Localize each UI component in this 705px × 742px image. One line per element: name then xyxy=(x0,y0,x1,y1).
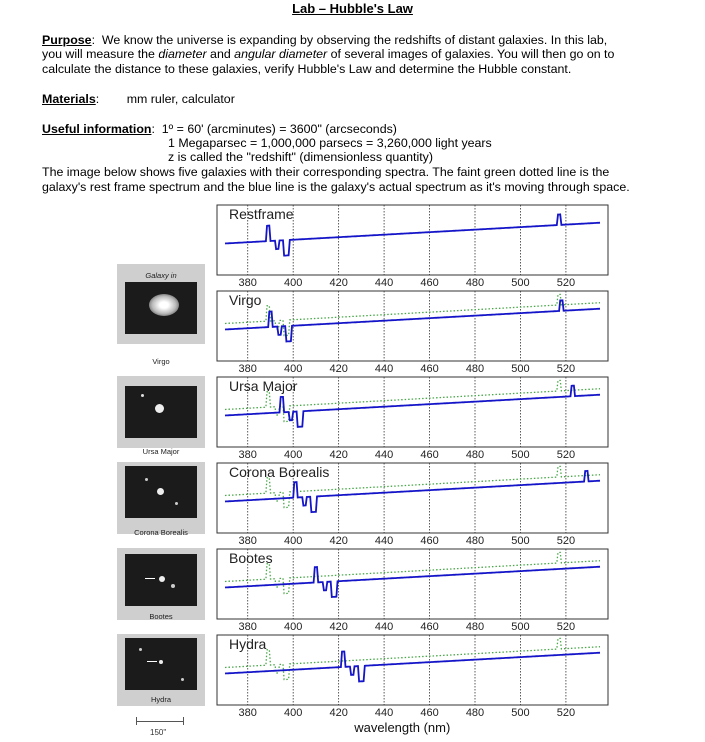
tick-label: 400 xyxy=(284,707,303,719)
tick-label: 440 xyxy=(374,621,394,633)
purpose-label: Purpose xyxy=(42,33,92,47)
tick-label: 380 xyxy=(238,707,257,719)
useful-line-3: z is called the "redshift" (dimensionless quantity) xyxy=(168,150,433,164)
tick-label: 440 xyxy=(374,535,394,547)
tick-label: 500 xyxy=(511,277,530,289)
galaxy-image-ursa-major: Ursa Major xyxy=(117,376,205,448)
tick-label: 520 xyxy=(556,363,576,375)
tick-label: 400 xyxy=(284,621,303,633)
tick-label: 380 xyxy=(238,535,257,547)
tick-label: 460 xyxy=(420,535,439,547)
tick-label: 520 xyxy=(556,449,576,461)
tick-label: 420 xyxy=(329,535,348,547)
panel-label-virgo: Virgo xyxy=(229,292,262,308)
tick-label: 520 xyxy=(556,277,576,289)
tick-label: 480 xyxy=(465,277,485,289)
purpose-line-3: calculate the distance to these galaxies, verify Hubble's Law and determine the Hubble constant. xyxy=(42,62,572,76)
panel-label-restframe: Restframe xyxy=(229,206,294,222)
purpose-line-2: you will measure the diameter and angular diameter of several images of galaxies. You will then go on to xyxy=(42,47,615,61)
tick-label: 460 xyxy=(420,707,439,719)
tick-label: 460 xyxy=(420,449,439,461)
tick-label: 380 xyxy=(238,363,257,375)
tick-label: 440 xyxy=(374,449,394,461)
tick-label: 420 xyxy=(329,621,348,633)
galaxy-image-virgo: Galaxy in Virgo xyxy=(117,264,205,344)
tick-label: 460 xyxy=(420,363,439,375)
tick-label: 480 xyxy=(465,707,485,719)
tick-label: 480 xyxy=(465,535,485,547)
tick-label: 500 xyxy=(511,363,530,375)
tick-label: 520 xyxy=(556,707,576,719)
tick-label: 440 xyxy=(374,363,394,375)
galaxy-image-corona-borealis: Corona Borealis xyxy=(117,462,205,534)
tick-label: 480 xyxy=(465,363,485,375)
tick-label: 380 xyxy=(238,277,257,289)
page-title: Lab – Hubble's Law xyxy=(292,1,413,16)
tick-label: 500 xyxy=(511,449,530,461)
scale-bar-label: 150" xyxy=(150,728,167,737)
tick-label: 460 xyxy=(420,621,439,633)
x-axis-label: wavelength (nm) xyxy=(354,720,451,735)
galaxy-image-hydra: Hydra xyxy=(117,634,205,706)
useful-line-1: Useful information: 1º = 60' (arcminutes) = 3600" (arcseconds) xyxy=(42,122,397,136)
intro-line-1: The image below shows five galaxies with their corresponding spectra. The faint green dotted line is the xyxy=(42,165,610,179)
tick-label: 520 xyxy=(556,621,576,633)
tick-label: 520 xyxy=(556,535,576,547)
materials-label: Materials xyxy=(42,92,96,106)
tick-label: 400 xyxy=(284,277,303,289)
panel-label-hydra: Hydra xyxy=(229,636,267,652)
tick-label: 420 xyxy=(329,449,348,461)
spectra-figure xyxy=(0,200,705,742)
tick-label: 480 xyxy=(465,449,485,461)
tick-label: 500 xyxy=(511,535,530,547)
tick-label: 500 xyxy=(511,707,530,719)
tick-label: 420 xyxy=(329,707,348,719)
purpose-line-1: Purpose: We know the universe is expanding by observing the redshifts of distant galaxies. In this lab, xyxy=(42,33,608,47)
panel-label-ursa-major: Ursa Major xyxy=(229,378,298,394)
useful-label: Useful information xyxy=(42,122,152,136)
tick-label: 380 xyxy=(238,621,257,633)
intro-line-2: galaxy's rest frame spectrum and the blue line is the galaxy's actual spectrum as it's moving through space. xyxy=(42,180,630,194)
useful-line-2: 1 Megaparsec = 1,000,000 parsecs = 3,260,000 light years xyxy=(168,136,492,150)
tick-label: 420 xyxy=(329,363,348,375)
tick-label: 400 xyxy=(284,449,303,461)
tick-label: 440 xyxy=(374,707,394,719)
tick-label: 420 xyxy=(329,277,348,289)
panel-label-corona-borealis: Corona Borealis xyxy=(229,464,330,480)
panel-label-bootes: Bootes xyxy=(229,550,273,566)
galaxy-image-bootes: Bootes xyxy=(117,548,205,620)
tick-label: 480 xyxy=(465,621,485,633)
materials-line: Materials: mm ruler, calculator xyxy=(42,92,235,106)
tick-label: 460 xyxy=(420,277,439,289)
tick-label: 500 xyxy=(511,621,530,633)
tick-label: 400 xyxy=(284,535,303,547)
tick-label: 440 xyxy=(374,277,394,289)
tick-label: 400 xyxy=(284,363,303,375)
spectra-chart xyxy=(0,200,705,742)
tick-label: 380 xyxy=(238,449,257,461)
